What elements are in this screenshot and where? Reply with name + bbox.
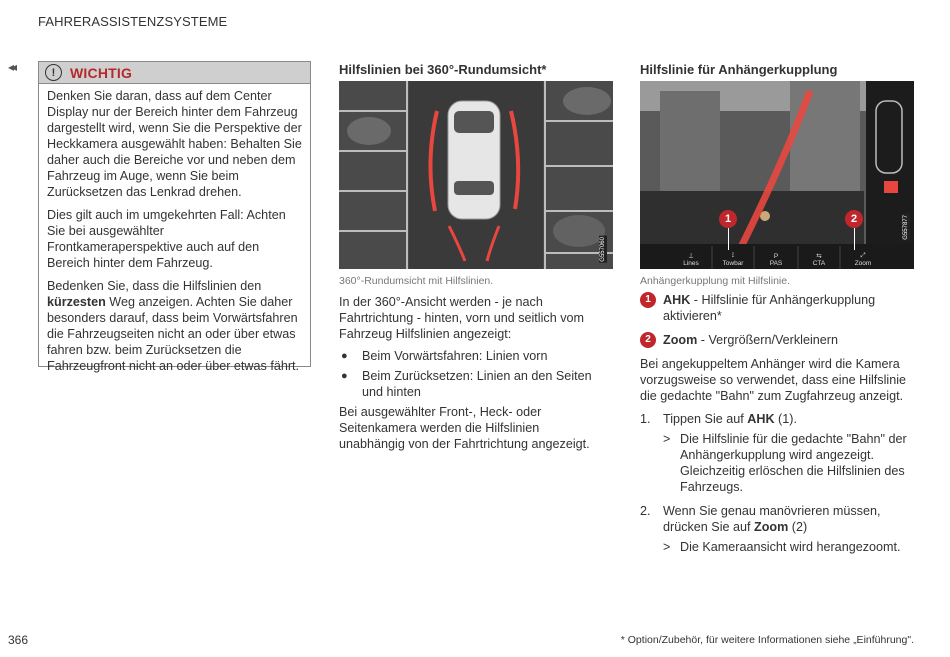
heading-360-guidelines: Hilfslinien bei 360°-Rundumsicht* xyxy=(339,62,547,77)
legend-text xyxy=(663,332,838,348)
heading-towbar-guideline: Hilfslinie für Anhängerkupplung xyxy=(640,62,838,77)
col2-body xyxy=(339,294,607,458)
step-number: 1. xyxy=(640,412,651,426)
towbar-label: Towbar xyxy=(722,260,744,267)
warning-box xyxy=(38,61,311,373)
bullet-icon: ● xyxy=(341,370,348,382)
pas-button[interactable] xyxy=(754,244,798,269)
step-item xyxy=(640,411,910,427)
legend-term: Zoom xyxy=(663,333,698,347)
step-text-bold: AHK xyxy=(747,412,775,426)
legend-badge: 1 xyxy=(640,292,656,308)
col3-body xyxy=(640,292,910,561)
figure-id: G557060 xyxy=(600,237,606,262)
list-item-text: Beim Zurücksetzen: Linien an den Seiten und hinten xyxy=(362,369,592,399)
figure-towbar-view xyxy=(640,81,914,269)
list-item xyxy=(339,348,607,364)
callout-1 xyxy=(719,210,737,250)
step-text xyxy=(663,411,797,427)
cta-button[interactable] xyxy=(798,244,840,269)
camera-toolbar xyxy=(640,244,914,269)
legend-badge: 2 xyxy=(640,332,656,348)
page-number: 366 xyxy=(8,633,29,647)
warning-body xyxy=(39,84,310,374)
list-item xyxy=(339,368,607,400)
warning-p3-bold: kürzesten xyxy=(47,295,106,309)
callout-line xyxy=(728,228,729,250)
step-text-post: (1). xyxy=(774,412,797,426)
surround-view-image xyxy=(339,81,613,269)
step-text-pre: Wenn Sie genau manövrieren müssen, drücken Sie auf xyxy=(663,504,881,534)
pas-icon: P xyxy=(773,253,779,260)
step-result xyxy=(663,539,910,555)
back-marker-icon[interactable]: ◂◂ xyxy=(8,60,15,74)
result-arrow-icon: > xyxy=(663,432,671,446)
list-item-text: Beim Vorwärtsfahren: Linien vorn xyxy=(362,349,548,363)
legend-term: AHK xyxy=(663,293,691,307)
legend-text xyxy=(663,292,910,324)
towbar-camera-image xyxy=(640,81,914,269)
step-text xyxy=(663,503,910,535)
zoom-label: Zoom xyxy=(854,260,872,267)
pas-label: PAS xyxy=(769,260,783,267)
warning-paragraph-2: Dies gilt auch im umgekehrten Fall: Achten Sie bei ausgewählter Frontkameraperspektive auch auf den Bereich hinter dem Fahrzeug. xyxy=(47,208,286,270)
zoom-icon: ⤢ xyxy=(860,252,866,259)
bullet-icon: ● xyxy=(341,350,348,362)
col2-outro: Bei ausgewählter Front-, Heck- oder Seitenkamera werden die Hilfslinien unabhängig von der Fahrtrichtung angezeigt. xyxy=(339,405,590,451)
step-result xyxy=(663,431,910,495)
step-text-bold: Zoom xyxy=(754,520,789,534)
callout-badge: 1 xyxy=(719,210,737,228)
footer-note: * Option/Zubehör, für weitere Informationen siehe „Einführung". xyxy=(620,634,914,646)
figure-caption-360: 360°-Rundumsicht mit Hilfslinien. xyxy=(339,275,494,287)
warning-p3-text-end: Weg anzeigen. Achten Sie daher besonders darauf, dass beim Vorwärtsfahren die Fahrzeugseiten nicht an oder über etwas fahren bzw. beim Zurücksetzen die Fahrzeugfront nicht an oder über etwas fährt. xyxy=(47,295,300,373)
section-title: FAHRERASSISTENZSYSTEME xyxy=(38,14,228,29)
col2-intro: In der 360°-Ansicht werden - je nach Fahrtrichtung - hinten, vorn und seitlich vom Fahrzeug Hilfslinien angezeigt: xyxy=(339,295,584,341)
step-item xyxy=(640,503,910,535)
lines-label: Lines xyxy=(683,260,699,267)
warning-paragraph-3 xyxy=(47,278,302,374)
step-number: 2. xyxy=(640,504,651,518)
figure-360-view xyxy=(339,81,613,269)
exclamation-circle-icon: ! xyxy=(45,64,62,81)
warning-title: WICHTIG xyxy=(70,64,133,81)
step-result-text: Die Kameraansicht wird herangezoomt. xyxy=(680,540,901,554)
figure-id: G557877 xyxy=(903,215,909,240)
step-result-text: Die Hilfslinie für die gedachte "Bahn" der Anhängerkupplung wird angezeigt. Gleichzeitig erlöschen die Hilfslinien des Fahrzeugs. xyxy=(680,432,907,494)
result-arrow-icon: > xyxy=(663,540,671,554)
col3-paragraph: Bei angekuppeltem Anhänger wird die Kamera vorzugsweise so verwendet, dass eine Hilfslinie die gedachte "Bahn" zum Zugfahrzeug anzeigt. xyxy=(640,357,906,403)
callout-line xyxy=(854,228,855,250)
cta-label: CTA xyxy=(812,260,826,267)
step-text-pre: Tippen Sie auf xyxy=(663,412,748,426)
figure-caption-towbar: Anhängerkupplung mit Hilfslinie. xyxy=(640,275,790,287)
towbar-icon: ⟟ xyxy=(731,252,735,259)
legend-description: - Vergrößern/Verkleinern xyxy=(697,333,838,347)
callout-2 xyxy=(845,210,863,250)
lines-button[interactable] xyxy=(640,244,712,269)
legend-description: - Hilfslinie für Anhängerkupplung aktivieren* xyxy=(663,293,876,323)
warning-p3-text: Bedenken Sie, dass die Hilfslinien den xyxy=(47,279,262,293)
legend-item xyxy=(640,332,910,348)
callout-badge: 2 xyxy=(845,210,863,228)
legend-item xyxy=(640,292,910,324)
warning-paragraph-1: Denken Sie daran, dass auf dem Center Display nur der Bereich hinter dem Fahrzeug dargestellt wird, wenn Sie die Perspektive der Heckkamera ausgewählt haben: Behalten Sie daher auch die Bereiche vor und neben dem Fahrzeug im Auge, wenn Sie beim Zurücksetzen das Lenkrad drehen. xyxy=(47,89,302,199)
cta-icon: ⇆ xyxy=(816,253,822,260)
step-text-post: (2) xyxy=(788,520,808,534)
warning-header xyxy=(39,62,310,84)
lines-icon: ⟂ xyxy=(688,252,694,259)
